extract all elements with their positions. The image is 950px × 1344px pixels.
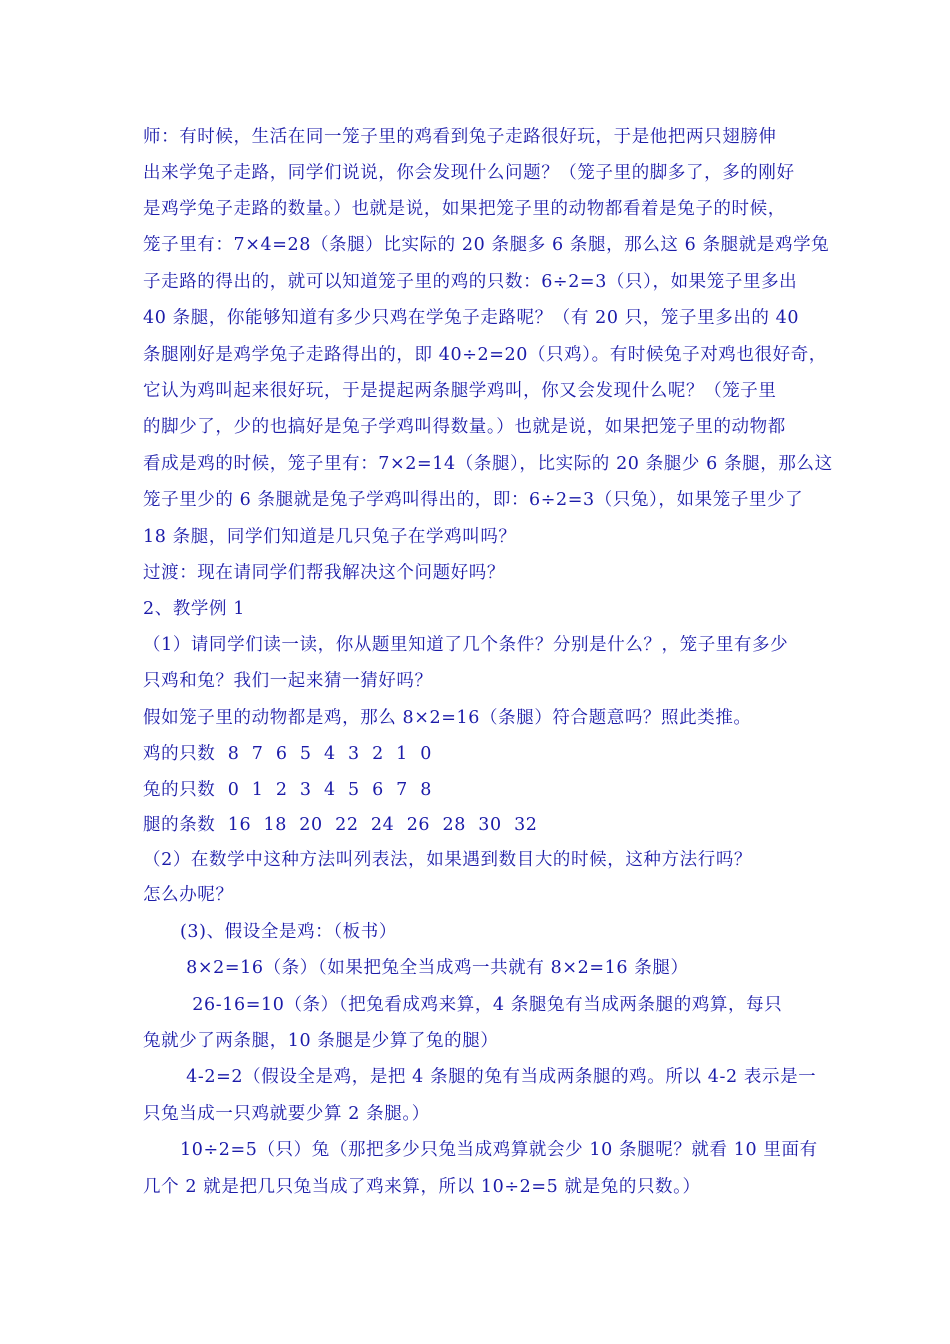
table-row-legs: 腿的条数 16 18 20 22 24 26 28 30 32 [143, 815, 538, 835]
paragraph-line: 怎么办呢？ [143, 885, 234, 905]
paragraph-line: 26-16=10（条）（把兔看成鸡来算，4 条腿兔有当成两条腿的鸡算，每只 [143, 995, 783, 1015]
table-row-rabbits: 兔的只数 0 1 2 3 4 5 6 7 8 [143, 780, 432, 800]
paragraph-line: 它认为鸡叫起来很好玩，于是提起两条腿学鸡叫，你又会发现什么呢？（笼子里 [143, 381, 777, 401]
paragraph-line: 几个 2 就是把几只兔当成了鸡来算，所以 10÷2=5 就是兔的只数。） [143, 1177, 701, 1197]
paragraph-line: （2）在数学中这种方法叫列表法，如果遇到数目大的时候，这种方法行吗？ [143, 850, 753, 870]
transition-line: 过渡：现在请同学们帮我解决这个问题好吗？ [143, 563, 505, 583]
paragraph-line: 10÷2=5（只）兔（那把多少只兔当成鸡算就会少 10 条腿呢？就看 10 里面有 [143, 1140, 818, 1160]
paragraph-line: 只兔当成一只鸡就要少算 2 条腿。） [143, 1104, 430, 1124]
paragraph-line: 的脚少了，少的也搞好是兔子学鸡叫得数量。）也就是说，如果把笼子里的动物都 [143, 417, 786, 437]
paragraph-line: 8×2=16（条）（如果把兔全当成鸡一共就有 8×2=16 条腿） [143, 958, 689, 978]
paragraph-line: （1）请同学们读一读，你从题里知道了几个条件？分别是什么？，笼子里有多少 [143, 635, 789, 655]
paragraph-line: 看成是鸡的时候，笼子里有：7×2=14（条腿），比实际的 20 条腿少 6 条腿，那么这 [143, 454, 833, 474]
paragraph-line: 是鸡学兔子走路的数量。）也就是说，如果把笼子里的动物都看着是兔子的时候， [143, 199, 786, 219]
paragraph-line: 假如笼子里的动物都是鸡，那么 8×2=16（条腿）符合题意吗？照此类推。 [143, 708, 752, 728]
paragraph-line: 兔就少了两条腿，10 条腿是少算了兔的腿） [143, 1031, 499, 1051]
paragraph-line: 笼子里有：7×4=28（条腿）比实际的 20 条腿多 6 条腿，那么这 6 条腿就是鸡学兔 [143, 235, 830, 255]
section-heading: 2、教学例 1 [143, 599, 246, 619]
paragraph-line: 条腿刚好是鸡学兔子走路得出的，即 40÷2=20（只鸡）。有时候兔子对鸡也很好奇， [143, 345, 827, 365]
paragraph-line: 子走路的得出的，就可以知道笼子里的鸡的只数：6÷2=3（只），如果笼子里多出 [143, 272, 798, 292]
paragraph-line: (3)、假设全是鸡：（板书） [143, 922, 397, 942]
paragraph-line: 18 条腿，同学们知道是几只兔子在学鸡叫吗？ [143, 527, 517, 547]
paragraph-line: 4-2=2（假设全是鸡，是把 4 条腿的兔有当成两条腿的鸡。所以 4-2 表示是一 [143, 1067, 817, 1087]
paragraph-line: 师：有时候，生活在同一笼子里的鸡看到兔子走路很好玩，于是他把两只翅膀伸 [143, 127, 777, 147]
paragraph-line: 笼子里少的 6 条腿就是兔子学鸡叫得出的，即：6÷2=3（只兔），如果笼子里少了 [143, 490, 804, 510]
paragraph-line: 只鸡和兔？我们一起来猜一猜好吗？ [143, 671, 433, 691]
paragraph-line: 40 条腿，你能够知道有多少只鸡在学兔子走路呢？（有 20 只，笼子里多出的 40 [143, 308, 800, 328]
paragraph-line: 出来学兔子走路，同学们说说，你会发现什么问题？（笼子里的脚多了，多的刚好 [143, 163, 795, 183]
table-row-chickens: 鸡的只数 8 7 6 5 4 3 2 1 0 [143, 744, 432, 764]
